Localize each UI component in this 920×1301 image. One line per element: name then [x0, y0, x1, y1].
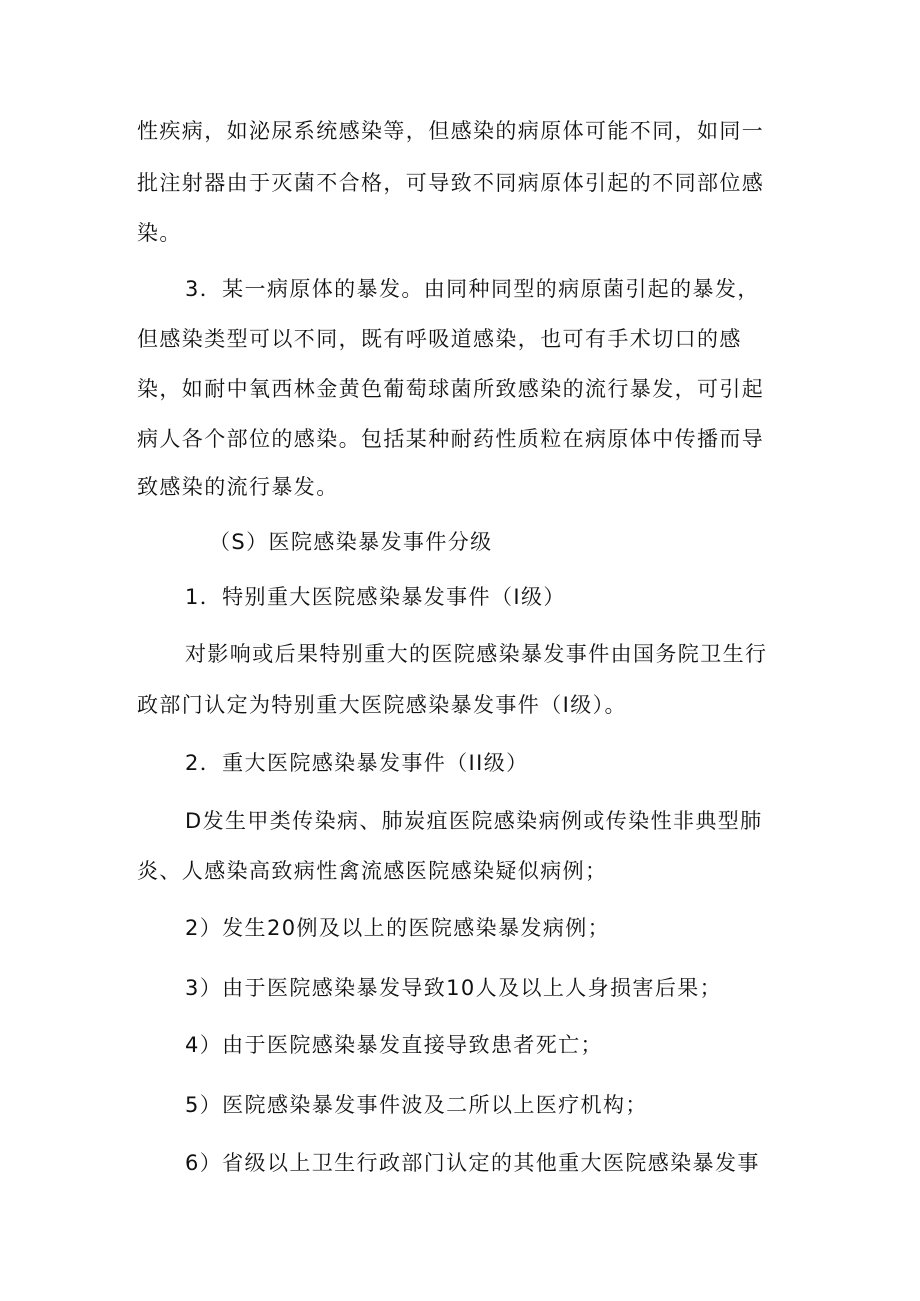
- text-line: 染。: [137, 221, 182, 245]
- text-line: 染，如耐中氧西林金黄色葡萄球菌所致感染的流行暴发，可引起: [137, 377, 765, 401]
- subsection-heading: 1．特别重大医院感染暴发事件（I级）: [185, 585, 566, 609]
- text-line: 性疾病，如泌尿系统感染等，但感染的病原体可能不同，如同一: [137, 119, 765, 143]
- subsection-heading: 2．重大医院感染暴发事件（II级）: [185, 751, 529, 775]
- text-line: 对影响或后果特别重大的医院感染暴发事件由国务院卫生行: [185, 642, 768, 666]
- list-item: D发生甲类传染病、肺炭疽医院感染病例或传染性非典型肺: [185, 809, 763, 833]
- text-line: 3．某一病原体的暴发。由同种同型的病原菌引起的暴发，: [185, 277, 760, 301]
- text-line: 致感染的流行暴发。: [137, 475, 339, 499]
- section-heading: （S）医院感染暴发事件分级: [209, 530, 493, 554]
- text-line: 批注射器由于灭菌不合格，可导致不同病原体引起的不同部位感: [137, 171, 765, 195]
- list-item: 2）发生20例及以上的医院感染暴发病例；: [185, 916, 611, 940]
- list-item: 4）由于医院感染暴发直接导致患者死亡；: [185, 1033, 603, 1057]
- text-line: 炎、人感染高致病性禽流感医院感染疑似病例；: [137, 859, 608, 883]
- list-item: 5）医院感染暴发事件波及二所以上医疗机构；: [185, 1093, 648, 1117]
- list-item: 3）由于医院感染暴发导致10人及以上人身损害后果；: [185, 976, 723, 1000]
- text-line: 但感染类型可以不同，既有呼吸道感染，也可有手术切口的感: [137, 327, 742, 351]
- text-line: 病人各个部位的感染。包括某种耐药性质粒在病原体中传播而导: [137, 427, 765, 451]
- text-line: 政部门认定为特别重大医院感染暴发事件（I级）。: [137, 693, 627, 717]
- list-item: 6）省级以上卫生行政部门认定的其他重大医院感染暴发事: [185, 1151, 760, 1175]
